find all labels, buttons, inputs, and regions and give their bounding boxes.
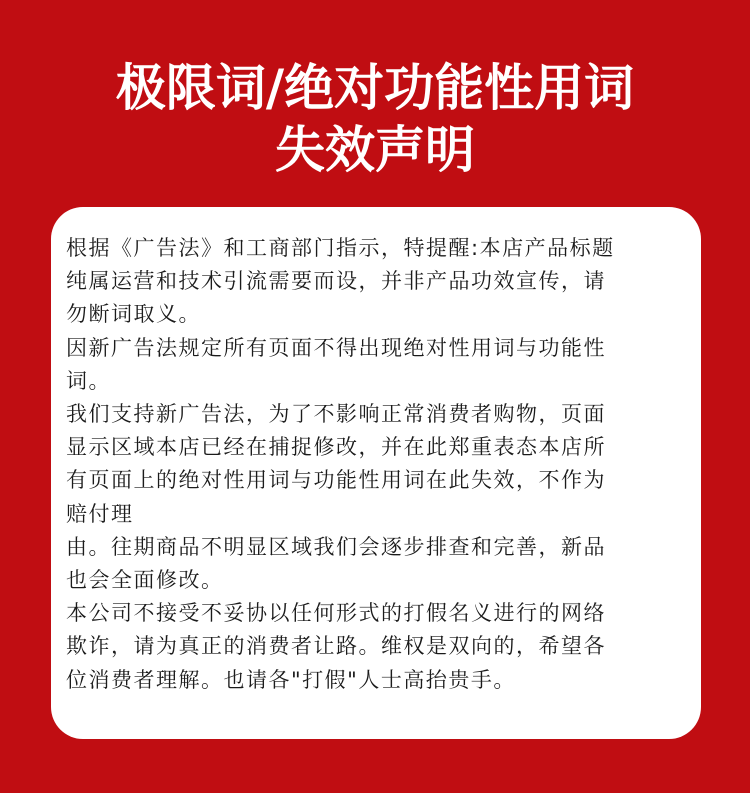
notice-card	[51, 207, 701, 739]
title-line-1: 极限词/绝对功能性用词	[115, 59, 635, 117]
notice-paragraph-4: 由。往期商品不明显区域我们会逐步排查和完善，新品 也会全面修改。	[66, 534, 606, 593]
notice-paragraph-5: 本公司不接受不妥协以任何形式的打假名义进行的网络 欺诈，请为真正的消费者让路。维权是双向的，希望各 位消费者理解。也请各"打假"人士高抬贵手。	[66, 601, 606, 692]
title-line-2: 失效声明	[275, 121, 475, 179]
notice-paragraph-3: 我们支持新广告法，为了不影响正常消费者购物，页面 显示区域本店已经在捕捉修改，并在此郑重表态本店所 有页面上的绝对性用词与功能性用词在此失效，不作为 赔付理	[66, 402, 606, 526]
notice-paragraph-2: 因新广告法规定所有页面不得出现绝对性用词与功能性 词。	[66, 335, 606, 393]
notice-paragraph-1: 根据《广告法》和工商部门指示，特提醒:本店产品标题 纯属运营和技术引流需要而设，并非产品功效宣传，请 勿断词取义。	[66, 236, 615, 327]
